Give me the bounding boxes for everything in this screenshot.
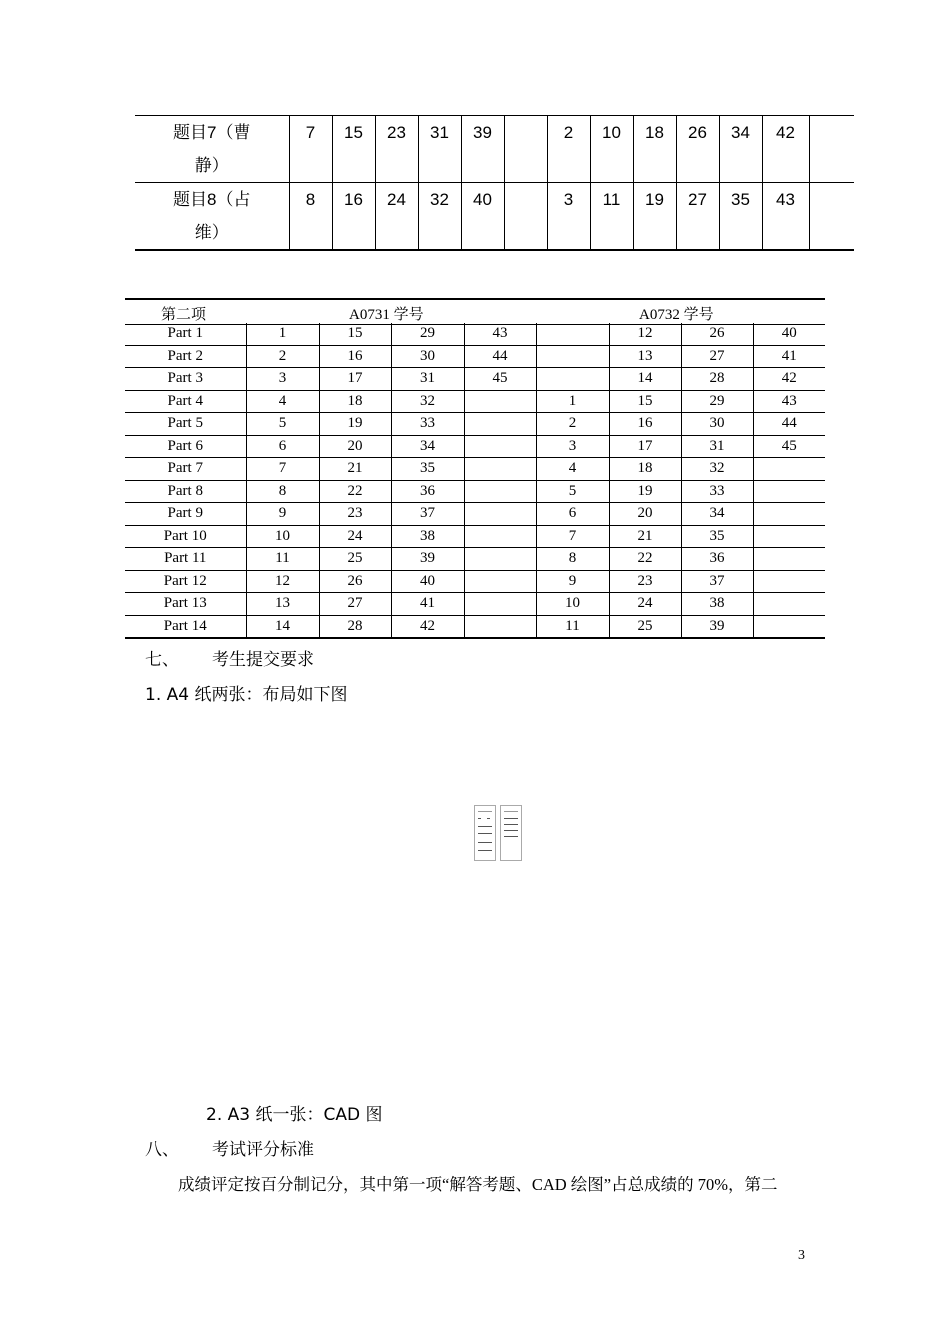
table1-cell: 39 bbox=[461, 116, 504, 183]
table2-cell: 24 bbox=[609, 593, 681, 616]
section8-title: 考试评分标准 bbox=[212, 1140, 314, 1160]
table2-row bbox=[125, 390, 825, 413]
table2-cell: 27 bbox=[681, 345, 753, 368]
table2-row-label: Part 13 bbox=[125, 593, 246, 616]
table2-row-label: Part 11 bbox=[125, 548, 246, 571]
table2-cell: 27 bbox=[319, 593, 391, 616]
table2-cell: 19 bbox=[319, 413, 391, 436]
table2-cell: 43 bbox=[753, 390, 825, 413]
table2-cell: 45 bbox=[753, 435, 825, 458]
table1-cell: 8 bbox=[289, 183, 332, 251]
table2-cell: 36 bbox=[681, 548, 753, 571]
table2-cell bbox=[464, 480, 536, 503]
section7-title: 考生提交要求 bbox=[212, 650, 314, 670]
table2-cell bbox=[536, 368, 609, 391]
table2-cell: 39 bbox=[681, 615, 753, 638]
table2-row bbox=[125, 480, 825, 503]
table2-cell: 5 bbox=[246, 413, 319, 436]
table1-cell bbox=[809, 116, 854, 183]
table2-header-group1: A0731 学号 bbox=[349, 307, 424, 323]
table2-cell: 38 bbox=[391, 525, 464, 548]
table2-cell bbox=[753, 480, 825, 503]
table2-cell: 10 bbox=[536, 593, 609, 616]
table2-cell: 15 bbox=[609, 390, 681, 413]
table1-cell: 2 bbox=[547, 116, 590, 183]
table1-cell: 15 bbox=[332, 116, 375, 183]
table2-cell: 16 bbox=[319, 345, 391, 368]
table2-row bbox=[125, 413, 825, 436]
table2-cell: 13 bbox=[609, 345, 681, 368]
table2-cell: 7 bbox=[536, 525, 609, 548]
table2-row-label: Part 4 bbox=[125, 390, 246, 413]
table2-header-col1: 第二项 bbox=[161, 307, 207, 323]
mini-page-right bbox=[500, 805, 522, 861]
table2-cell: 42 bbox=[391, 615, 464, 638]
table2-cell bbox=[464, 435, 536, 458]
table2-cell: 37 bbox=[681, 570, 753, 593]
table1-cell: 23 bbox=[375, 116, 418, 183]
table2-row-label: Part 14 bbox=[125, 615, 246, 638]
table2-cell: 38 bbox=[681, 593, 753, 616]
table2-cell: 40 bbox=[391, 570, 464, 593]
table2-row-label: Part 9 bbox=[125, 503, 246, 526]
table2-cell: 17 bbox=[609, 435, 681, 458]
assignment-table-1 bbox=[135, 115, 854, 251]
table2-cell: 1 bbox=[536, 390, 609, 413]
table2-row-label: Part 10 bbox=[125, 525, 246, 548]
table2-cell bbox=[753, 458, 825, 481]
table1-cell: 24 bbox=[375, 183, 418, 251]
table2-cell: 1 bbox=[246, 323, 319, 345]
table2-cell: 35 bbox=[391, 458, 464, 481]
table2-row bbox=[125, 548, 825, 571]
table2-cell: 43 bbox=[464, 323, 536, 345]
table2-cell: 36 bbox=[391, 480, 464, 503]
table2-cell: 31 bbox=[681, 435, 753, 458]
table1-label-line1: 题目7（曹 bbox=[173, 123, 251, 142]
table2-cell: 39 bbox=[391, 548, 464, 571]
table2-cell: 23 bbox=[609, 570, 681, 593]
table2-cell: 24 bbox=[319, 525, 391, 548]
table1-cell bbox=[504, 116, 547, 183]
table2-cell: 35 bbox=[681, 525, 753, 548]
table2-cell: 25 bbox=[319, 548, 391, 571]
table2-cell: 14 bbox=[246, 615, 319, 638]
table2-cell: 44 bbox=[464, 345, 536, 368]
table2-cell: 32 bbox=[391, 390, 464, 413]
table2-row bbox=[125, 503, 825, 526]
table2-header-group2: A0732 学号 bbox=[639, 307, 714, 323]
table1-cell: 18 bbox=[633, 116, 676, 183]
table2-cell bbox=[464, 548, 536, 571]
table1-cell: 42 bbox=[762, 116, 809, 183]
table2-cell bbox=[464, 615, 536, 638]
section7-number: 七、 bbox=[145, 650, 179, 670]
table2-row-label: Part 7 bbox=[125, 458, 246, 481]
table2-cell bbox=[753, 593, 825, 616]
table2-row bbox=[125, 435, 825, 458]
table2-cell: 4 bbox=[246, 390, 319, 413]
table2-cell: 19 bbox=[609, 480, 681, 503]
table2-cell: 42 bbox=[753, 368, 825, 391]
table2-cell bbox=[753, 503, 825, 526]
table2-row-label: Part 2 bbox=[125, 345, 246, 368]
assignment-table-2 bbox=[125, 323, 825, 639]
item2-text: 2. A3 纸一张：CAD 图 bbox=[206, 1105, 383, 1125]
table2-cell: 13 bbox=[246, 593, 319, 616]
table2-cell: 15 bbox=[319, 323, 391, 345]
table1-label-line2: 维） bbox=[194, 223, 229, 242]
table2-cell: 21 bbox=[609, 525, 681, 548]
item1-text: 1. A4 纸两张：布局如下图 bbox=[145, 685, 348, 705]
section8-number: 八、 bbox=[145, 1140, 179, 1160]
table2-row bbox=[125, 593, 825, 616]
table1-cell: 40 bbox=[461, 183, 504, 251]
table2-row-label: Part 1 bbox=[125, 323, 246, 345]
table2-cell: 20 bbox=[609, 503, 681, 526]
table1-cell: 26 bbox=[676, 116, 719, 183]
table2-cell bbox=[464, 593, 536, 616]
table2-cell: 28 bbox=[681, 368, 753, 391]
table1-row-label bbox=[135, 183, 289, 251]
table2-cell: 6 bbox=[536, 503, 609, 526]
table2-cell: 9 bbox=[246, 503, 319, 526]
table2-cell: 34 bbox=[681, 503, 753, 526]
table2-row bbox=[125, 458, 825, 481]
table1-cell: 16 bbox=[332, 183, 375, 251]
table2-cell bbox=[464, 570, 536, 593]
table1-cell: 32 bbox=[418, 183, 461, 251]
table2-header bbox=[125, 298, 825, 325]
table2-cell: 22 bbox=[609, 548, 681, 571]
table2-cell bbox=[464, 525, 536, 548]
table1-row bbox=[135, 183, 854, 251]
table2-cell: 18 bbox=[609, 458, 681, 481]
table1-cell bbox=[504, 183, 547, 251]
table2-cell bbox=[753, 615, 825, 638]
table2-row bbox=[125, 570, 825, 593]
table1-row bbox=[135, 116, 854, 183]
table2-cell: 6 bbox=[246, 435, 319, 458]
table2-cell: 33 bbox=[391, 413, 464, 436]
table2-cell: 12 bbox=[246, 570, 319, 593]
table1-cell: 3 bbox=[547, 183, 590, 251]
table1-cell: 27 bbox=[676, 183, 719, 251]
table2-cell: 30 bbox=[681, 413, 753, 436]
table2-cell bbox=[464, 503, 536, 526]
table2-cell: 10 bbox=[246, 525, 319, 548]
table2-cell: 9 bbox=[536, 570, 609, 593]
table1-cell: 34 bbox=[719, 116, 762, 183]
table2-cell: 29 bbox=[391, 323, 464, 345]
table2-cell: 2 bbox=[246, 345, 319, 368]
table2-cell: 14 bbox=[609, 368, 681, 391]
table2-cell bbox=[464, 390, 536, 413]
table1-label-line2: 静） bbox=[194, 156, 229, 175]
table2-row-label: Part 6 bbox=[125, 435, 246, 458]
table2-cell bbox=[753, 570, 825, 593]
table2-row-label: Part 5 bbox=[125, 413, 246, 436]
table2-cell: 28 bbox=[319, 615, 391, 638]
table2-cell: 23 bbox=[319, 503, 391, 526]
table2-cell: 2 bbox=[536, 413, 609, 436]
table2-cell: 45 bbox=[464, 368, 536, 391]
table2-cell bbox=[464, 413, 536, 436]
table1-cell: 10 bbox=[590, 116, 633, 183]
table2-cell: 8 bbox=[246, 480, 319, 503]
table2-cell: 26 bbox=[319, 570, 391, 593]
table1-cell: 35 bbox=[719, 183, 762, 251]
table2-row bbox=[125, 525, 825, 548]
table2-cell: 25 bbox=[609, 615, 681, 638]
scoring-paragraph: 成绩评定按百分制记分，其中第一项“解答考题、CAD 绘图”占总成绩的 70%，第二 bbox=[178, 1175, 778, 1194]
table2-cell: 3 bbox=[536, 435, 609, 458]
table1-row-label bbox=[135, 116, 289, 183]
table2-cell: 7 bbox=[246, 458, 319, 481]
table2-cell bbox=[536, 323, 609, 345]
table1-cell: 31 bbox=[418, 116, 461, 183]
mini-page-left bbox=[474, 805, 496, 861]
table2-cell: 26 bbox=[681, 323, 753, 345]
table2-cell: 32 bbox=[681, 458, 753, 481]
table1-cell: 19 bbox=[633, 183, 676, 251]
table2-row-label: Part 12 bbox=[125, 570, 246, 593]
table2-cell: 29 bbox=[681, 390, 753, 413]
table2-cell: 4 bbox=[536, 458, 609, 481]
table2-cell: 3 bbox=[246, 368, 319, 391]
table2-cell: 12 bbox=[609, 323, 681, 345]
table2-cell: 30 bbox=[391, 345, 464, 368]
table1-cell: 11 bbox=[590, 183, 633, 251]
table2-row bbox=[125, 323, 825, 345]
table2-cell: 17 bbox=[319, 368, 391, 391]
table2-cell bbox=[753, 548, 825, 571]
table2-cell: 18 bbox=[319, 390, 391, 413]
table2-cell: 20 bbox=[319, 435, 391, 458]
table1-cell bbox=[809, 183, 854, 251]
table2-cell: 41 bbox=[753, 345, 825, 368]
table2-cell bbox=[753, 525, 825, 548]
table1-label-line1: 题目8（占 bbox=[173, 190, 251, 209]
table2-row bbox=[125, 615, 825, 638]
table2-cell: 22 bbox=[319, 480, 391, 503]
table2-row-label: Part 3 bbox=[125, 368, 246, 391]
table2-row bbox=[125, 345, 825, 368]
table2-cell: 44 bbox=[753, 413, 825, 436]
table2-cell: 37 bbox=[391, 503, 464, 526]
table2-cell: 16 bbox=[609, 413, 681, 436]
page-number: 3 bbox=[798, 1248, 805, 1263]
table2-cell bbox=[536, 345, 609, 368]
table2-row-label: Part 8 bbox=[125, 480, 246, 503]
table1-cell: 43 bbox=[762, 183, 809, 251]
a4-layout-figure bbox=[474, 805, 524, 860]
table2-cell: 8 bbox=[536, 548, 609, 571]
table1-cell: 7 bbox=[289, 116, 332, 183]
table2-cell bbox=[464, 458, 536, 481]
table2-cell: 31 bbox=[391, 368, 464, 391]
table2-cell: 21 bbox=[319, 458, 391, 481]
table2-row bbox=[125, 368, 825, 391]
table2-cell: 33 bbox=[681, 480, 753, 503]
table2-cell: 41 bbox=[391, 593, 464, 616]
table2-cell: 5 bbox=[536, 480, 609, 503]
table2-cell: 34 bbox=[391, 435, 464, 458]
table2-cell: 11 bbox=[246, 548, 319, 571]
table2-cell: 11 bbox=[536, 615, 609, 638]
table2-cell: 40 bbox=[753, 323, 825, 345]
